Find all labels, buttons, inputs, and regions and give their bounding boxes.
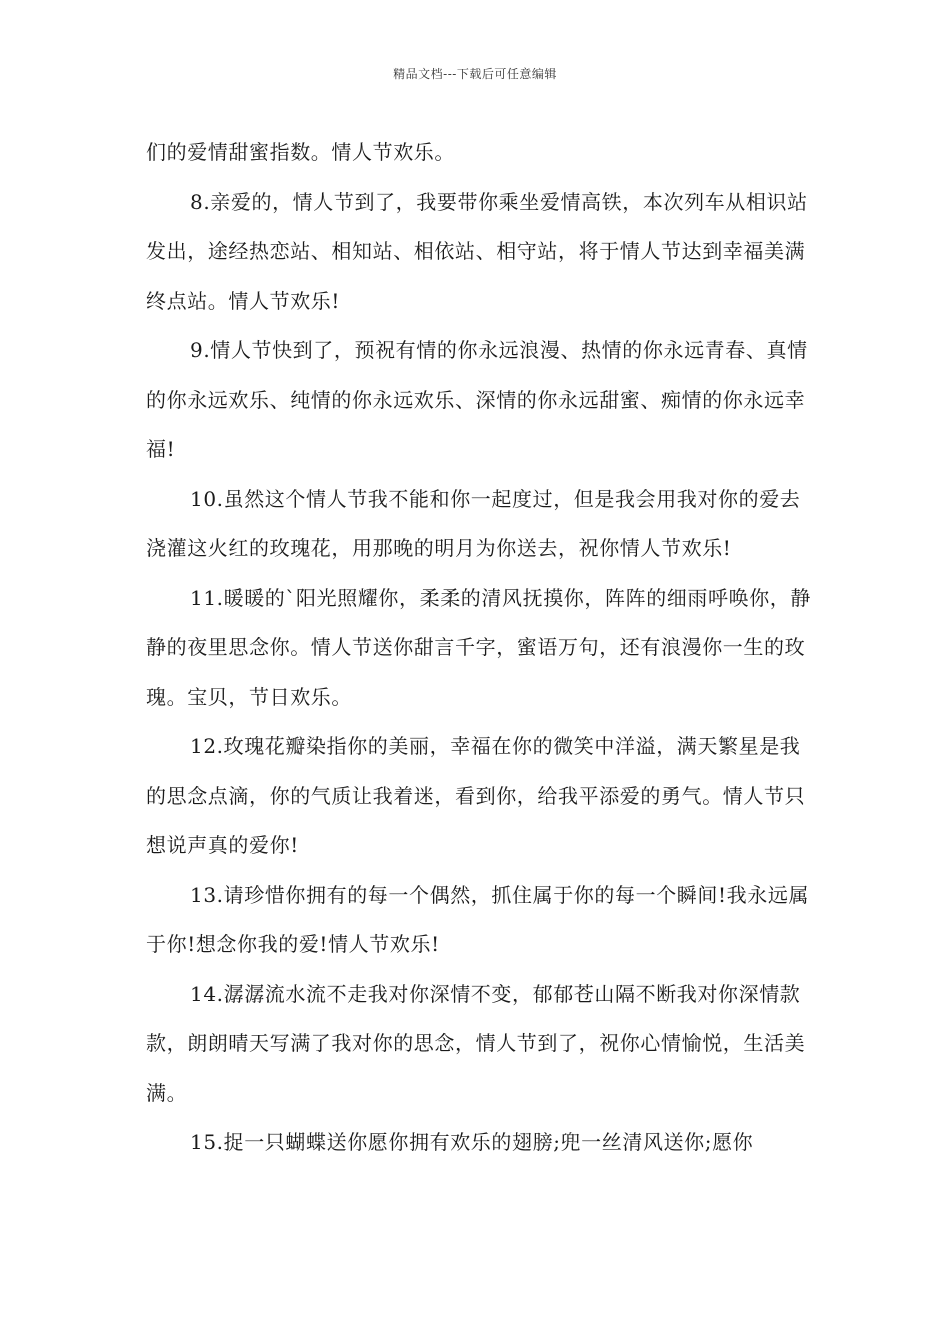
paragraph-item-8: 8.亲爱的，情人节到了，我要带你乘坐爱情高铁，本次列车从相识站发出，途经热恋站、相知站、相依站、相守站，将于情人节达到幸福美满终点站。情人节欢乐! — [146, 189, 808, 313]
paragraph-item-11: 11.暖暖的`阳光照耀你，柔柔的清风抚摸你，阵阵的细雨呼唤你，静静的夜里思念你。情人节送你甜言千字，蜜语万句，还有浪漫你一生的玫瑰。宝贝，节日欢乐。 — [146, 585, 812, 709]
paragraph-item-10: 10.虽然这个情人节我不能和你一起度过，但是我会用我对你的爱去浇灌这火红的玫瑰花，用那晚的明月为你送去，祝你情人节欢乐! — [146, 486, 801, 560]
page-header: 精品文档---下载后可任意编辑 — [393, 67, 557, 81]
document-body — [146, 128, 811, 1168]
paragraph-item-13: 13.请珍惜你拥有的每一个偶然，抓住属于你的每一个瞬间!我永远属于你!想念你我的爱!情人节欢乐! — [146, 882, 810, 956]
paragraph-item-9: 9.情人节快到了，预祝有情的你永远浪漫、热情的你永远青春、真情的你永远欢乐、纯情的你永远欢乐、深情的你永远甜蜜、痴情的你永远幸福! — [146, 338, 808, 461]
paragraph-continuation: 们的爱情甜蜜指数。情人节欢乐。 — [146, 140, 455, 164]
paragraph-item-14: 14.潺潺流水流不走我对你深情不变，郁郁苍山隔不断我对你深情款款，朗朗晴天写满了我对你的思念，情人节到了，祝你心情愉悦，生活美满。 — [146, 981, 806, 1105]
paragraph-item-15: 15.捉一只蝴蝶送你愿你拥有欢乐的翅膀;兜一丝清风送你;愿你 — [190, 1130, 754, 1154]
paragraph-item-12: 12.玫瑰花瓣染指你的美丽，幸福在你的微笑中洋溢，满天繁星是我的思念点滴，你的气质让我着迷，看到你，给我平添爱的勇气。情人节只想说声真的爱你! — [146, 734, 806, 857]
